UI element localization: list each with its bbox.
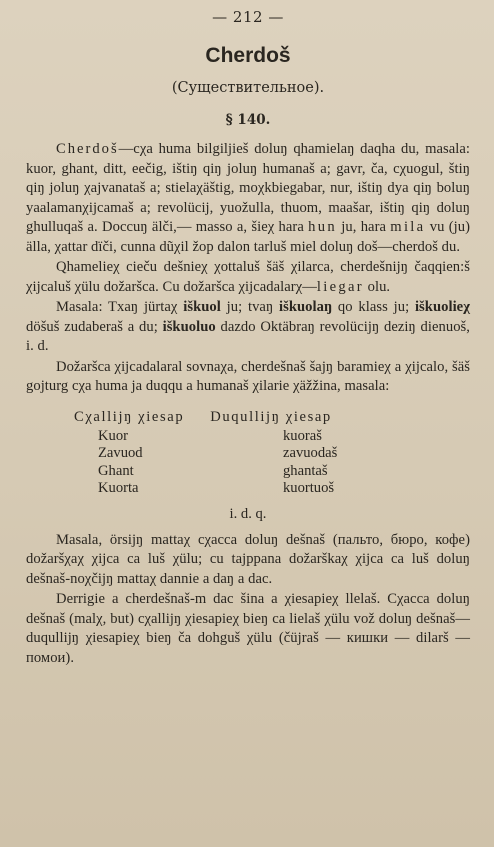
paragraph-5: Masala, örsijŋ mattaχ cχacca doluŋ dešnaš (пальто, бюро, кофе) dožaršχaχ χijca ca luš χülu; cu tajppana dožarškaχ χijca ca luš doluŋ dešnaš-noχčijŋ mattaχ dannie a daŋ a dac.: [26, 531, 470, 587]
header-singular: Cχallijŋ χiesap: [74, 408, 185, 425]
section-number: § 140.: [225, 112, 271, 128]
lead-term: Cherdoš: [56, 141, 119, 157]
plural-cell: zavuodaš: [283, 445, 338, 461]
bold-word: iškuoluo: [162, 318, 216, 335]
singular-cell: Kuor: [98, 427, 128, 444]
table-row: [74, 428, 470, 446]
singular-cell: Zavuod: [98, 445, 143, 461]
plural-cell: ghantaš: [283, 462, 328, 479]
paragraph-4: Dožaršca χijcadalaral sovnaχa, cherdešnaš šajŋ baramieχ a χijcalo, šäš gojturg cχa huma ja duqqu a humanaš χilarie χäžžina, masala:: [26, 358, 470, 394]
page-number: — 212 —: [212, 8, 284, 26]
bold-word: iškuol: [183, 299, 221, 315]
paragraph-2: Qhamelieχ cieču dešnieχ χottaluš šäš χilarca, cherdešnijŋ čaqqien:š χijcaluš χülu dožaršca. Cu dožaršca χijcadalarχ—liegar olu.: [26, 259, 470, 295]
table-row: [74, 480, 470, 498]
paragraph-3: Masala: Txaŋ jürtaχ iškuol ju; tvaŋ iškuolaŋ qo klass ju; iškuolieχ döšuš zudaberaš a du; iškuoluo dazdo Oktäbraŋ revolücijŋ deziŋ dienuoš, i. d.: [26, 299, 470, 354]
spaced-word-liegar: liegar: [316, 278, 364, 295]
plural-cell: kuoraš: [283, 427, 322, 444]
etc-abbreviation: i. d. q.: [229, 505, 267, 522]
table-row: [74, 463, 470, 481]
table-row: [74, 445, 470, 463]
declension-table: [26, 409, 470, 498]
page-title: Cherdoš: [205, 44, 291, 67]
bold-word: iškuolieχ: [414, 299, 470, 315]
spaced-word-hun: hun: [308, 219, 337, 235]
bold-word: iškuolaŋ: [279, 299, 333, 315]
page-subtitle: (Существительное).: [171, 80, 325, 96]
singular-cell: Ghant: [98, 462, 134, 479]
header-plural: Duqullijŋ χiesap: [210, 408, 332, 425]
plural-cell: kuortuoš: [283, 480, 335, 496]
table-header: [74, 409, 470, 426]
paragraph-6: Derrigie a cherdešnaš-m dac šina a χiesapieχ llelaš. Cχacca doluŋ dešnaš (malχ, but) cχallijŋ χiesapieχ bieŋ ca lielaš χülu vož doluŋ dešnaš—duqullijŋ χiesapieχ bieŋ ča dohguš χülu (čüjraš — кишки — dilarš — помои).: [26, 591, 470, 666]
singular-cell: Kuorta: [98, 480, 139, 496]
paragraph-1: Cherdoš—cχa huma bilgiljieš doluŋ qhamielaŋ daqha du, masala: kuor, ghant, ditt, eečig, ištiŋ qiŋ joluŋ humanaš a; gavr, ča, cχuogul, štiŋ qiŋ joluŋ χajvanataš a; stielaχäštig, moχkbiegabar, nur, ištiŋ dya qiŋ boluŋ yaalamanχijcamaš a; revolücij, yuožulla, thuom, maašar, ištiŋ qiŋ doluŋ ghulluqaš a. Doccuŋ älči,— masso a, šieχ hara hun ju, hara mila vu (ju) älla, χattar dïči, cunna dũχil žop dalon tarluš miel doluŋ doš—cherdoš du.: [26, 141, 470, 255]
spaced-word-mila: mila: [390, 219, 426, 235]
